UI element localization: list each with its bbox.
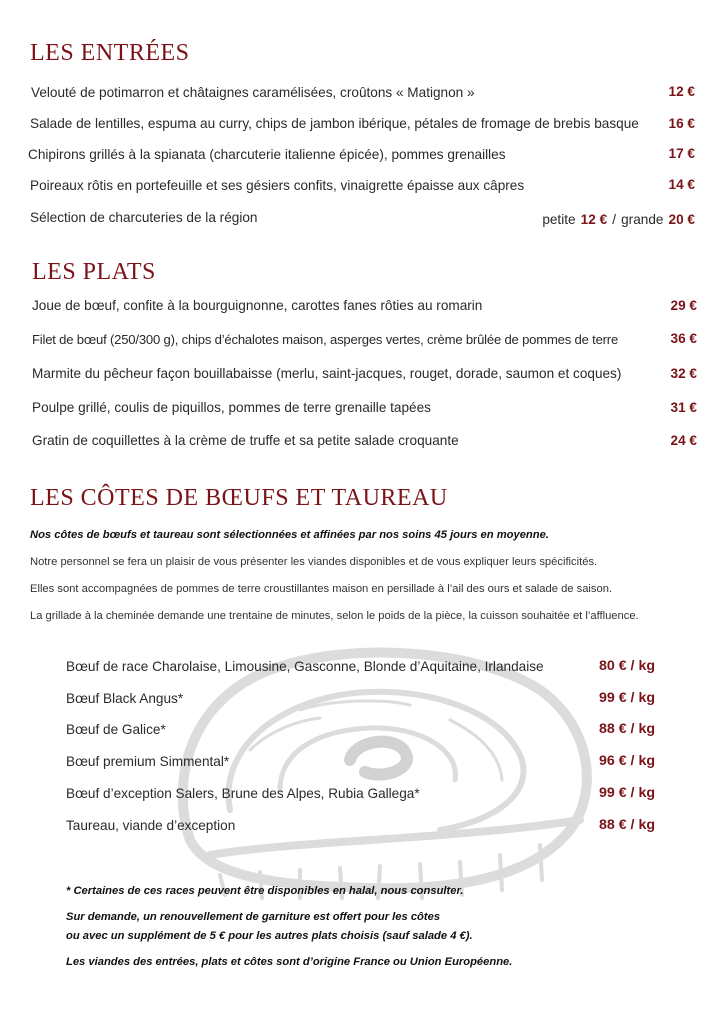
note-halal: * Certaines de ces races peuvent être disponibles en halal, nous consulter.: [66, 885, 464, 897]
meat-item-price: 96 € / kg: [599, 753, 655, 769]
plat-item-price: 24 €: [670, 433, 697, 448]
plat-item-name: Joue de bœuf, confite à la bourguignonne, carottes fanes rôties au romarin: [32, 298, 483, 313]
meat-item-price: 88 € / kg: [599, 817, 655, 833]
plat-item-price: 36 €: [670, 331, 697, 346]
meat-item-name: Taureau, viande d’exception: [66, 818, 236, 833]
note-garniture-line1: Sur demande, un renouvellement de garniture est offert pour les côtes: [66, 911, 441, 923]
entree-item-name: Chipirons grillés à la spianata (charcuterie italienne épicée), pommes grenailles: [28, 147, 506, 162]
entree-item-price: 16 €: [668, 116, 695, 131]
meat-item-price: 99 € / kg: [599, 785, 655, 801]
plat-item-price: 31 €: [670, 400, 697, 415]
cotes-intro-bold: Nos côtes de bœufs et taureau sont sélectionnées et affinées par nos soins 45 jours en moyenne.: [30, 529, 549, 541]
note-garniture-line2: ou avec un supplément de 5 € pour les autres plats choisis (sauf salade 4 €).: [66, 930, 473, 942]
entree-item-price: 12 €: [668, 84, 695, 99]
cotes-intro-line: Elles sont accompagnées de pommes de terre croustillantes maison en persillade à l’ail des ours et salade de saison.: [30, 583, 613, 595]
plat-item-name: Marmite du pêcheur façon bouillabaisse (merlu, saint-jacques, rouget, dorade, saumon et coques): [32, 366, 622, 381]
price-separator: /: [612, 212, 617, 227]
price-large: 20 €: [668, 212, 695, 227]
meat-item-name: Bœuf de Galice*: [66, 722, 166, 737]
price-small-label: petite: [542, 212, 576, 227]
section-title-cotes: LES CÔTES DE BŒUFS ET TAUREAU: [30, 485, 448, 511]
entree-item-name: Poireaux rôtis en portefeuille et ses gésiers confits, vinaigrette épaisse aux câpres: [30, 178, 525, 193]
entree-item-name: Velouté de potimarron et châtaignes caramélisées, croûtons « Matignon »: [31, 85, 475, 100]
note-origin: Les viandes des entrées, plats et côtes sont d’origine France ou Union Européenne.: [66, 956, 513, 968]
section-title-entrees: LES ENTRÉES: [30, 40, 190, 66]
beef-cut-illustration-icon: [150, 640, 620, 900]
entree-item-price: 17 €: [668, 146, 695, 161]
section-title-plats: LES PLATS: [32, 259, 156, 285]
cotes-intro-line: Notre personnel se fera un plaisir de vous présenter les viandes disponibles et de vous expliquer leurs spécificités.: [30, 556, 598, 568]
plat-item-name: Gratin de coquillettes à la crème de truffe et sa petite salade croquante: [32, 433, 459, 448]
plat-item-price: 32 €: [670, 366, 697, 381]
meat-item-price: 99 € / kg: [599, 690, 655, 706]
meat-item-name: Bœuf de race Charolaise, Limousine, Gasconne, Blonde d’Aquitaine, Irlandaise: [66, 659, 544, 674]
cotes-intro-line: La grillade à la cheminée demande une trentaine de minutes, selon le poids de la pièce, la cuisson souhaitée et l’affluence.: [30, 610, 639, 622]
plat-item-name: Filet de bœuf (250/300 g), chips d’échalotes maison, asperges vertes, crème brûlée de pommes de terre: [32, 332, 619, 347]
meat-item-price: 80 € / kg: [599, 658, 655, 674]
meat-item-name: Bœuf d’exception Salers, Brune des Alpes, Rubia Gallega*: [66, 786, 420, 801]
entree-item-name: Salade de lentilles, espuma au curry, chips de jambon ibérique, pétales de fromage de brebis basque: [30, 116, 639, 131]
plat-item-name: Poulpe grillé, coulis de piquillos, pommes de terre grenaille tapées: [32, 400, 431, 415]
meat-item-name: Bœuf premium Simmental*: [66, 754, 230, 769]
entree-item-name: Sélection de charcuteries de la région: [30, 210, 258, 225]
entree-item-price-options: [542, 209, 695, 228]
price-small: 12 €: [580, 212, 608, 227]
entree-item-price: 14 €: [668, 177, 695, 192]
price-large-label: grande: [621, 212, 664, 227]
plat-item-price: 29 €: [670, 298, 697, 313]
meat-item-price: 88 € / kg: [599, 721, 655, 737]
meat-item-name: Bœuf Black Angus*: [66, 691, 184, 706]
